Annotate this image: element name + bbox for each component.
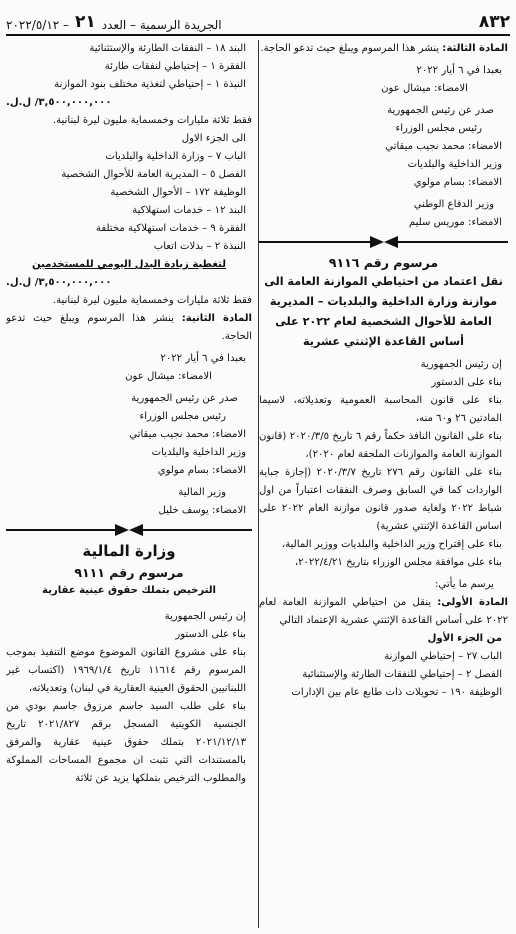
defense-minister-title: وزير الدفاع الوطني	[413, 199, 494, 210]
function-190: الوظيفة ١٩٠ – تحويلات ذات طابع عام بين الإدارات	[291, 687, 502, 698]
interior-minister-signature: الامضاء: بسام مولوي	[413, 177, 502, 188]
paragraph-president-left: إن رئيس الجمهورية	[164, 611, 246, 622]
decree-title-9116: نقل اعتماد من احتياطي الموازنة العامة الى موازنة وزارة الداخلية والبلديات – المديرية العامة للأحوال الشخصية لعام ٢٠٢٢ على أساس القاعدة الإثنتي عشرية	[264, 275, 503, 348]
paragraph-accounting-law: بناء على قانون المحاسبة العمومية وتعديلاته، لاسيما المادتين ٢٦ و٦٠ منه،	[259, 395, 502, 424]
article-1-text: ينقل من احتياطي الموازنة العامة لعام ٢٠٢٢ على أساس القاعدة الإثنتي عشرية الإعتماد التالي	[259, 597, 508, 626]
decree-title-9111: الترخيص بتملك حقوق عينية عقارية	[41, 585, 216, 596]
paragraph-constitution-left: بناء على الدستور	[175, 629, 246, 640]
article-2	[6, 310, 252, 346]
amount-1-words: فقط ثلاثة مليارات وخمسماية مليون ليرة لبنانية.	[52, 115, 252, 126]
issue-date: – ٢٠٢٢/٥/١٢	[6, 18, 70, 32]
paragraph-law-6: بناء على القانون النافذ حكماً رقم ٦ تاريخ ٢٠٢٠/٣/٥ (قانون الموازنة العامة والموازنات الملحقة لعام ٢٠٢٠)،	[259, 431, 502, 460]
president-signature: الامضاء: ميشال عون	[381, 83, 468, 94]
section-separator-left	[6, 524, 252, 536]
amount-1: ٣,٥٠٠,٠٠٠,٠٠٠/ ل.ل.	[6, 97, 112, 108]
issued-by-left: صدر عن رئيس الجمهورية	[131, 393, 238, 404]
page-number: ٨٣٢	[478, 12, 510, 32]
item-12: البند ١٢ – خدمات استهلاكية	[132, 205, 246, 216]
section-5: الفصل ٥ – المديرية العامة للأحوال الشخصية	[61, 169, 246, 180]
issue-number: ٢١	[75, 12, 96, 32]
part-1-from: من الجزء الأول	[427, 633, 502, 644]
paragraph-approval: بناء على موافقة مجلس الوزراء بتاريخ ٢٠٢٢/٤/٢١،	[294, 557, 502, 568]
interior-minister-title-left: وزير الداخلية والبلديات	[151, 447, 246, 458]
defense-minister-signature: الامضاء: موريس سليم	[408, 217, 502, 228]
paragraph-law-276: بناء على القانون رقم ٢٧٦ تاريخ ٢٠٢٠/٣/٧ (إجازة جباية الواردات كما في السابق وصرف النفقات اعتباراً من اول شباط ٢٠٢٢ ولغاية صدور قانون موازنة العام ٢٠٢٢ على اساس القاعدة الإثنتي عشرية)	[259, 467, 502, 532]
article-1-label: المادة الأولى:	[437, 597, 508, 608]
item-18: البند ١٨ – النفقات الطارئة والإستثنائية	[89, 43, 246, 54]
issued-by: صدر عن رئيس الجمهورية	[387, 105, 494, 116]
gazette-title: الجريدة الرسمية – العدد	[101, 18, 222, 32]
prime-minister-title: رئيس مجلس الوزراء	[395, 123, 482, 134]
finance-minister-title: وزير المالية	[178, 487, 226, 498]
chapter-7: الباب ٧ – وزارة الداخلية والبلديات	[105, 151, 246, 162]
decree-number-9111: مرسوم رقم ٩١١١	[74, 565, 184, 580]
article-2-label: المادة الثانية:	[181, 313, 252, 324]
article-3	[259, 40, 508, 58]
baabda-date: بعبدا في ٦ أيار ٢٠٢٢	[416, 65, 502, 76]
part-1-to: الى الجزء الاول	[181, 133, 246, 144]
article-3-text: ينشر هذا المرسوم ويبلغ حيث تدعو الحاجة.	[260, 43, 440, 54]
decree-number-9116: مرسوم رقم ٩١١٦	[328, 255, 439, 270]
amount-2-words: فقط ثلاثة مليارات وخمسماية مليون ليرة لبنانية.	[52, 295, 252, 306]
purpose-text: لتغطية زيادة البدل اليومي للمستخدمين	[31, 259, 226, 270]
article-2-text: ينشر هذا المرسوم ويبلغ حيث تدعو الحاجة.	[6, 313, 252, 342]
header-issue-info	[6, 12, 222, 32]
paragraph-9: الفقرة ٩ – خدمات استهلاكية مختلفة	[95, 223, 246, 234]
page-header	[6, 8, 510, 36]
president-signature-left: الامضاء: ميشال عون	[125, 371, 212, 382]
article-1	[259, 594, 508, 630]
clause-1: النبذة ١ – إحتياطي لتغذية مختلف بنود الموازنة	[54, 79, 246, 90]
article-3-label: المادة الثالثة:	[442, 43, 508, 54]
interior-minister-title: وزير الداخلية والبلديات	[407, 159, 502, 170]
prime-minister-signature: الامضاء: محمد نجيب ميقاتي	[385, 141, 502, 152]
ministry-heading: وزارة المالية	[82, 542, 176, 560]
section-2: الفصل ٢ – إحتياطي للنفقات الطارئة والإستثنائية	[302, 669, 502, 680]
prime-minister-title-left: رئيس مجلس الوزراء	[139, 411, 226, 422]
amount-2: ٣,٥٠٠,٠٠٠,٠٠٠/ ل.ل.	[6, 277, 112, 288]
paragraph-1-reserve: الفقرة ١ – إحتياطي لنفقات طارئة	[104, 61, 246, 72]
baabda-date-left: بعبدا في ٦ أيار ٢٠٢٢	[160, 353, 246, 364]
interior-minister-signature-left: الامضاء: بسام مولوي	[157, 465, 246, 476]
function-172: الوظيفة ١٧٢ – الأحوال الشخصية	[110, 187, 246, 198]
right-column	[259, 40, 508, 934]
finance-minister-signature: الامضاء: يوسف خليل	[158, 505, 246, 516]
paragraph-president: إن رئيس الجمهورية	[420, 359, 502, 370]
clause-2: النبذة ٢ – بدلات اتعاب	[153, 241, 246, 252]
prime-minister-signature-left: الامضاء: محمد نجيب ميقاتي	[129, 429, 246, 440]
paragraph-constitution: بناء على الدستور	[431, 377, 502, 388]
chapter-27: الباب ٢٧ – إحتياطي الموازنة	[384, 651, 502, 662]
left-column	[6, 40, 252, 934]
paragraph-decree-11614: بناء على مشروع القانون الموضوع موضع التنفيذ بموجب المرسوم رقم ١١٦١٤ تاريخ ١٩٦٩/١/٤ (اكتساب غير اللبنانيين الحقوق العينية العقارية في لبنان) وتعديلاته،	[6, 647, 246, 694]
section-separator	[259, 236, 508, 248]
paragraph-proposal: بناء على إقتراح وزير الداخلية والبلديات ووزير المالية،	[281, 539, 502, 550]
paragraph-decrees: يرسم ما يأتي:	[435, 579, 494, 590]
paragraph-request: بناء على طلب السيد جاسم مرزوق جاسم بودي من الجنسية الكويتية المسجل برقم ٢٠٢١/٨٢٧ تاريخ ٢٠٢١/١٢/١٣ بتملك حقوق عينية عقارية والمرفق بالمستندات التي تثبت ان مجموع المساحات المملوكة والمطلوب الترخيص بتملكها يزيد عن ثلاثة	[6, 701, 246, 784]
